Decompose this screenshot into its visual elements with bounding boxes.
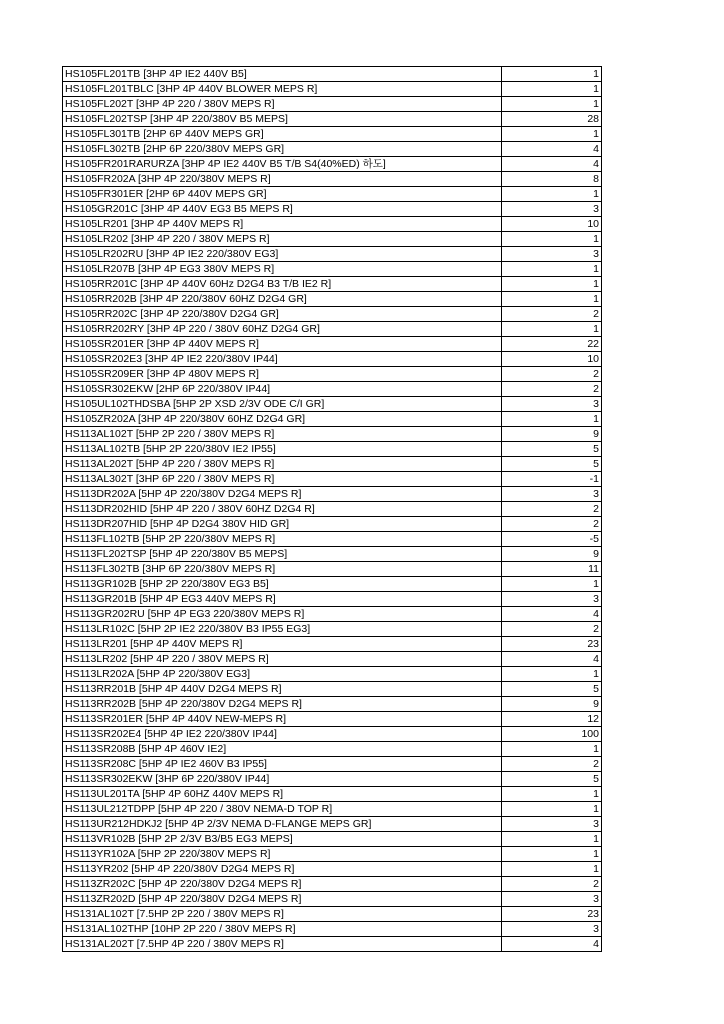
quantity-cell: 2 (502, 367, 602, 382)
table-row (63, 937, 602, 952)
quantity-cell: 3 (502, 397, 602, 412)
quantity-cell: 1 (502, 187, 602, 202)
product-name-cell: HS105RR202RY [3HP 4P 220 / 380V 60HZ D2G4 GR] (63, 322, 502, 337)
table-row (63, 862, 602, 877)
inventory-table (62, 66, 602, 952)
quantity-cell: 8 (502, 172, 602, 187)
product-name-cell: HS105UL102THDSBA [5HP 2P XSD 2/3V ODE C/I GR] (63, 397, 502, 412)
table-row (63, 817, 602, 832)
table-row (63, 727, 602, 742)
quantity-cell: 100 (502, 727, 602, 742)
table-row (63, 172, 602, 187)
table-row (63, 487, 602, 502)
product-name-cell: HS105LR207B [3HP 4P EG3 380V MEPS R] (63, 262, 502, 277)
product-name-cell: HS113FL202TSP [5HP 4P 220/380V B5 MEPS] (63, 547, 502, 562)
product-name-cell: HS113LR201 [5HP 4P 440V MEPS R] (63, 637, 502, 652)
product-name-cell: HS113AL202T [5HP 4P 220 / 380V MEPS R] (63, 457, 502, 472)
product-name-cell: HS131AL102T [7.5HP 2P 220 / 380V MEPS R] (63, 907, 502, 922)
quantity-cell: 23 (502, 907, 602, 922)
product-name-cell: HS105SR302EKW [2HP 6P 220/380V IP44] (63, 382, 502, 397)
quantity-cell: 1 (502, 67, 602, 82)
table-row (63, 877, 602, 892)
product-name-cell: HS113FL102TB [5HP 2P 220/380V MEPS R] (63, 532, 502, 547)
quantity-cell: 10 (502, 352, 602, 367)
product-name-cell: HS113ZR202C [5HP 4P 220/380V D2G4 MEPS R] (63, 877, 502, 892)
table-row (63, 472, 602, 487)
quantity-cell: 3 (502, 487, 602, 502)
product-name-cell: HS113UR212HDKJ2 [5HP 4P 2/3V NEMA D-FLANGE MEPS GR] (63, 817, 502, 832)
product-name-cell: HS105SR209ER [3HP 4P 480V MEPS R] (63, 367, 502, 382)
quantity-cell: 5 (502, 457, 602, 472)
quantity-cell: 1 (502, 262, 602, 277)
table-row (63, 592, 602, 607)
product-name-cell: HS105FL202T [3HP 4P 220 / 380V MEPS R] (63, 97, 502, 112)
table-row (63, 127, 602, 142)
product-name-cell: HS113YR202 [5HP 4P 220/380V D2G4 MEPS R] (63, 862, 502, 877)
table-row (63, 907, 602, 922)
quantity-cell: 4 (502, 157, 602, 172)
table-row (63, 412, 602, 427)
product-name-cell: HS105FR301ER [2HP 6P 440V MEPS GR] (63, 187, 502, 202)
quantity-cell: 1 (502, 127, 602, 142)
quantity-cell: 1 (502, 862, 602, 877)
product-name-cell: HS113LR102C [5HP 2P IE2 220/380V B3 IP55 EG3] (63, 622, 502, 637)
table-row (63, 682, 602, 697)
product-name-cell: HS105FL201TB [3HP 4P IE2 440V B5] (63, 67, 502, 82)
quantity-cell: 5 (502, 772, 602, 787)
product-name-cell: HS113AL302T [3HP 6P 220 / 380V MEPS R] (63, 472, 502, 487)
table-row (63, 232, 602, 247)
table-row (63, 322, 602, 337)
product-name-cell: HS105FL201TBLC [3HP 4P 440V BLOWER MEPS R] (63, 82, 502, 97)
product-name-cell: HS113SR202E4 [5HP 4P IE2 220/380V IP44] (63, 727, 502, 742)
table-row (63, 202, 602, 217)
table-row (63, 502, 602, 517)
product-name-cell: HS113LR202A [5HP 4P 220/380V EG3] (63, 667, 502, 682)
quantity-cell: 1 (502, 742, 602, 757)
product-name-cell: HS105SR202E3 [3HP 4P IE2 220/380V IP44] (63, 352, 502, 367)
product-name-cell: HS105FR201RARURZA [3HP 4P IE2 440V B5 T/B S4(40%ED) 하도] (63, 157, 502, 172)
table-row (63, 82, 602, 97)
product-name-cell: HS113AL102T [5HP 2P 220 / 380V MEPS R] (63, 427, 502, 442)
table-row (63, 367, 602, 382)
quantity-cell: 2 (502, 517, 602, 532)
quantity-cell: 10 (502, 217, 602, 232)
product-name-cell: HS113GR202RU [5HP 4P EG3 220/380V MEPS R] (63, 607, 502, 622)
product-name-cell: HS105RR202B [3HP 4P 220/380V 60HZ D2G4 GR] (63, 292, 502, 307)
inventory-table-body (63, 67, 602, 952)
quantity-cell: 9 (502, 427, 602, 442)
table-row (63, 712, 602, 727)
product-name-cell: HS105LR202 [3HP 4P 220 / 380V MEPS R] (63, 232, 502, 247)
table-row (63, 892, 602, 907)
table-row (63, 922, 602, 937)
table-row (63, 187, 602, 202)
table-row (63, 337, 602, 352)
table-row (63, 637, 602, 652)
quantity-cell: 28 (502, 112, 602, 127)
table-row (63, 262, 602, 277)
product-name-cell: HS113LR202 [5HP 4P 220 / 380V MEPS R] (63, 652, 502, 667)
product-name-cell: HS113DR202A [5HP 4P 220/380V D2G4 MEPS R] (63, 487, 502, 502)
quantity-cell: 2 (502, 502, 602, 517)
quantity-cell: -5 (502, 532, 602, 547)
quantity-cell: 5 (502, 442, 602, 457)
table-row (63, 382, 602, 397)
quantity-cell: 1 (502, 322, 602, 337)
product-name-cell: HS113AL102TB [5HP 2P 220/380V IE2 IP55] (63, 442, 502, 457)
product-name-cell: HS113VR102B [5HP 2P 2/3V B3/B5 EG3 MEPS] (63, 832, 502, 847)
quantity-cell: 1 (502, 787, 602, 802)
product-name-cell: HS105SR201ER [3HP 4P 440V MEPS R] (63, 337, 502, 352)
quantity-cell: 1 (502, 82, 602, 97)
quantity-cell: 1 (502, 412, 602, 427)
quantity-cell: 1 (502, 292, 602, 307)
table-row (63, 832, 602, 847)
table-row (63, 577, 602, 592)
table-row (63, 457, 602, 472)
quantity-cell: 3 (502, 247, 602, 262)
table-row (63, 67, 602, 82)
product-name-cell: HS105RR201C [3HP 4P 440V 60Hz D2G4 B3 T/B IE2 R] (63, 277, 502, 292)
product-name-cell: HS105FL302TB [2HP 6P 220/380V MEPS GR] (63, 142, 502, 157)
quantity-cell: 1 (502, 832, 602, 847)
product-name-cell: HS113GR102B [5HP 2P 220/380V EG3 B5] (63, 577, 502, 592)
quantity-cell: 11 (502, 562, 602, 577)
table-row (63, 742, 602, 757)
table-row (63, 97, 602, 112)
product-name-cell: HS131AL102THP [10HP 2P 220 / 380V MEPS R] (63, 922, 502, 937)
product-name-cell: HS131AL202T [7.5HP 4P 220 / 380V MEPS R] (63, 937, 502, 952)
quantity-cell: 2 (502, 877, 602, 892)
quantity-cell: -1 (502, 472, 602, 487)
table-row (63, 652, 602, 667)
table-row (63, 157, 602, 172)
quantity-cell: 9 (502, 547, 602, 562)
quantity-cell: 4 (502, 652, 602, 667)
table-row (63, 607, 602, 622)
product-name-cell: HS113SR208B [5HP 4P 460V IE2] (63, 742, 502, 757)
quantity-cell: 1 (502, 97, 602, 112)
quantity-cell: 1 (502, 847, 602, 862)
quantity-cell: 4 (502, 607, 602, 622)
table-row (63, 142, 602, 157)
product-name-cell: HS113RR201B [5HP 4P 440V D2G4 MEPS R] (63, 682, 502, 697)
product-name-cell: HS105FR202A [3HP 4P 220/380V MEPS R] (63, 172, 502, 187)
product-name-cell: HS105FL301TB [2HP 6P 440V MEPS GR] (63, 127, 502, 142)
table-row (63, 697, 602, 712)
product-name-cell: HS105LR202RU [3HP 4P IE2 220/380V EG3] (63, 247, 502, 262)
product-name-cell: HS113FL302TB [3HP 6P 220/380V MEPS R] (63, 562, 502, 577)
quantity-cell: 3 (502, 592, 602, 607)
table-row (63, 442, 602, 457)
quantity-cell: 1 (502, 667, 602, 682)
quantity-cell: 3 (502, 202, 602, 217)
product-name-cell: HS113SR201ER [5HP 4P 440V NEW-MEPS R] (63, 712, 502, 727)
table-row (63, 772, 602, 787)
table-row (63, 667, 602, 682)
product-name-cell: HS113UL201TA [5HP 4P 60HZ 440V MEPS R] (63, 787, 502, 802)
product-name-cell: HS113YR102A [5HP 2P 220/380V MEPS R] (63, 847, 502, 862)
table-row (63, 307, 602, 322)
quantity-cell: 23 (502, 637, 602, 652)
quantity-cell: 4 (502, 937, 602, 952)
product-name-cell: HS113DR202HID [5HP 4P 220 / 380V 60HZ D2G4 R] (63, 502, 502, 517)
table-row (63, 547, 602, 562)
product-name-cell: HS105GR201C [3HP 4P 440V EG3 B5 MEPS R] (63, 202, 502, 217)
table-row (63, 277, 602, 292)
table-row (63, 532, 602, 547)
product-name-cell: HS113SR208C [5HP 4P IE2 460V B3 IP55] (63, 757, 502, 772)
quantity-cell: 2 (502, 757, 602, 772)
quantity-cell: 4 (502, 142, 602, 157)
product-name-cell: HS113RR202B [5HP 4P 220/380V D2G4 MEPS R] (63, 697, 502, 712)
product-name-cell: HS113SR302EKW [3HP 6P 220/380V IP44] (63, 772, 502, 787)
product-name-cell: HS113UL212TDPP [5HP 4P 220 / 380V NEMA-D TOP R] (63, 802, 502, 817)
quantity-cell: 5 (502, 682, 602, 697)
quantity-cell: 9 (502, 697, 602, 712)
quantity-cell: 1 (502, 802, 602, 817)
quantity-cell: 1 (502, 277, 602, 292)
table-row (63, 562, 602, 577)
table-row (63, 847, 602, 862)
table-row (63, 517, 602, 532)
product-name-cell: HS105RR202C [3HP 4P 220/380V D2G4 GR] (63, 307, 502, 322)
product-name-cell: HS105FL202TSP [3HP 4P 220/380V B5 MEPS] (63, 112, 502, 127)
product-name-cell: HS105ZR202A [3HP 4P 220/380V 60HZ D2G4 GR] (63, 412, 502, 427)
table-row (63, 757, 602, 772)
product-name-cell: HS113GR201B [5HP 4P EG3 440V MEPS R] (63, 592, 502, 607)
product-name-cell: HS105LR201 [3HP 4P 440V MEPS R] (63, 217, 502, 232)
quantity-cell: 12 (502, 712, 602, 727)
table-row (63, 397, 602, 412)
quantity-cell: 2 (502, 622, 602, 637)
quantity-cell: 1 (502, 577, 602, 592)
table-row (63, 217, 602, 232)
quantity-cell: 3 (502, 922, 602, 937)
product-name-cell: HS113DR207HID [5HP 4P D2G4 380V HID GR] (63, 517, 502, 532)
quantity-cell: 3 (502, 892, 602, 907)
table-row (63, 292, 602, 307)
table-row (63, 352, 602, 367)
quantity-cell: 3 (502, 817, 602, 832)
table-row (63, 787, 602, 802)
quantity-cell: 2 (502, 382, 602, 397)
table-row (63, 112, 602, 127)
table-row (63, 247, 602, 262)
table-row (63, 802, 602, 817)
quantity-cell: 22 (502, 337, 602, 352)
product-name-cell: HS113ZR202D [5HP 4P 220/380V D2G4 MEPS R] (63, 892, 502, 907)
quantity-cell: 2 (502, 307, 602, 322)
quantity-cell: 1 (502, 232, 602, 247)
table-row (63, 427, 602, 442)
table-row (63, 622, 602, 637)
